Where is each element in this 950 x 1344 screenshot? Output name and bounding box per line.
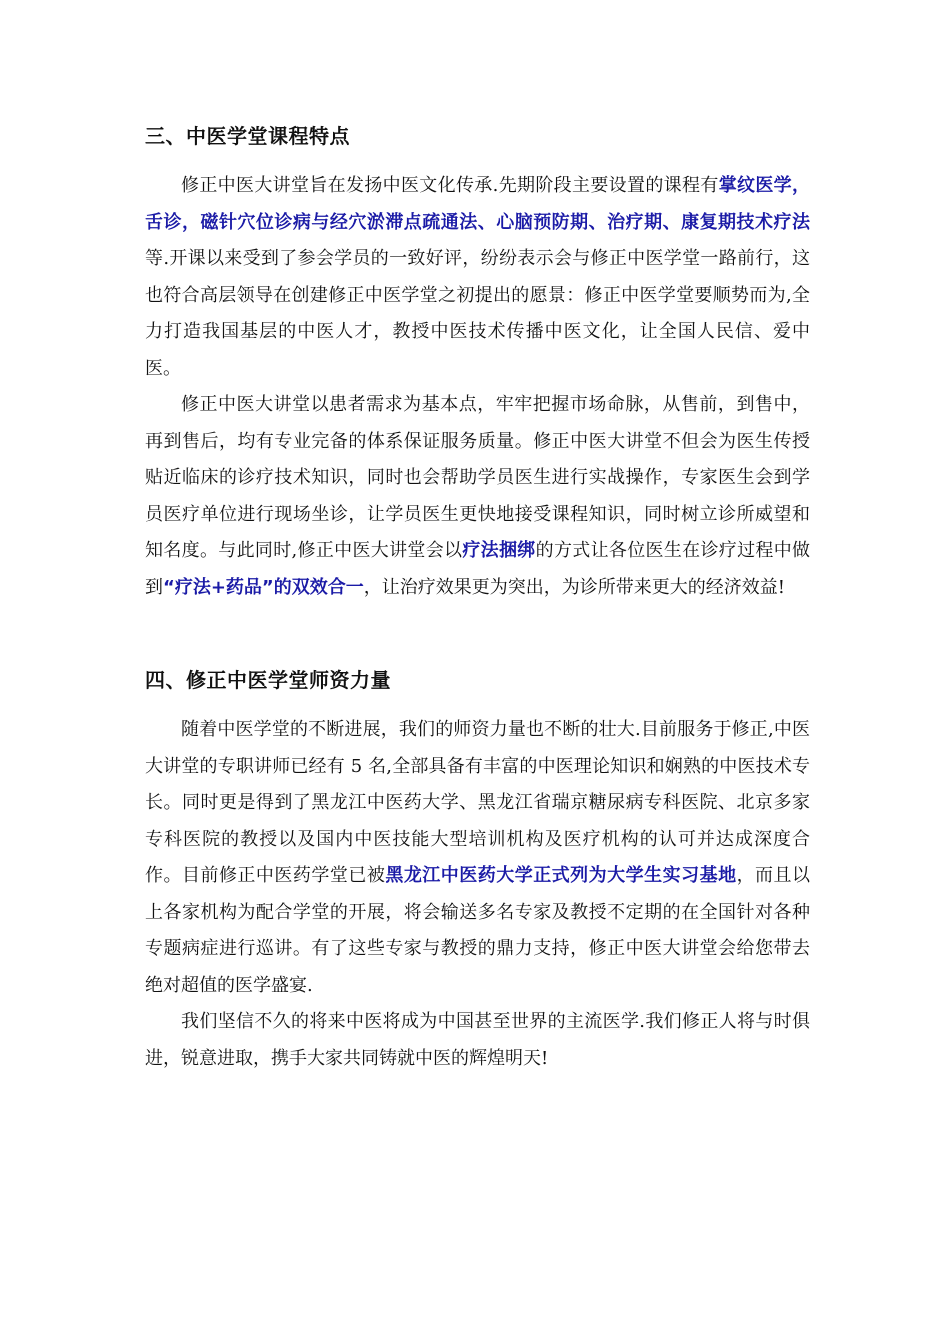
text-run: 修正中医大讲堂以患者需求为基本点，牢牢把握市场命脉，从售前，到售中，再到售后，均有专业完备的体系保证服务质量。修正中医大讲堂不但会为医生传授贴近临床的诊疗技术知识，同时也会帮助学员医生进行实战操作，专家医生会到学员医疗单位进行现场坐诊，让学员医生更快地接受课程知识，同时树立诊所威望和知名度。与此同时,修正中医大讲堂会以	[145, 394, 810, 561]
section-course-features	[145, 118, 810, 606]
document-body	[145, 118, 810, 1133]
paragraph	[145, 387, 810, 606]
section-heading: 四、修正中医学堂师资力量	[145, 668, 391, 692]
text-run: ，而且以上各家机构为配合学堂的开展，将会输送多名专家及教授不定期的在全国针对各种专题病症进行巡讲。有了这些专家与教授的鼎力支持，修正中医大讲堂会给您带去绝对超值的医学盛宴.	[145, 865, 811, 996]
section-heading: 三、中医学堂课程特点	[145, 124, 350, 148]
paragraph	[145, 1004, 810, 1077]
text-run: 我们坚信不久的将来中医将成为中国甚至世界的主流医学.我们修正人将与时俱进，锐意进取，携手大家共同铸就中医的辉煌明天!	[145, 1011, 810, 1069]
text-run: 等.开课以来受到了参会学员的一致好评，纷纷表示会与修正中医学堂一路前行，这也符合高层领导在创建修正中医学堂之初提出的愿景：修正中医学堂要顺势而为,全力打造我国基层的中医人才，教授中医技术传播中医文化，让全国人民信、爱中医。	[145, 248, 810, 379]
highlighted-text: “疗法+药品”的双效合一	[163, 576, 364, 598]
section-faculty	[145, 662, 810, 1077]
text-run: 的方式让各位医生在诊疗过程中做到	[145, 540, 811, 598]
text-run: 修正中医大讲堂旨在发扬中医文化传承.先期阶段主要设置的课程有	[181, 175, 719, 196]
highlighted-text: 疗法捆绑	[462, 540, 536, 561]
text-run: ，让治疗效果更为突出，为诊所带来更大的经济效益!	[363, 576, 785, 598]
highlighted-text: 黑龙江中医药大学正式列为大学生实习基地	[385, 865, 737, 886]
highlighted-text: 掌纹医学，舌诊，磁针穴位诊病与经穴淤滞点疏通法、心脑预防期、治疗期、康复期技术疗法	[145, 175, 811, 233]
paragraph	[145, 712, 810, 1004]
paragraph	[145, 168, 810, 387]
text-run: 随着中医学堂的不断进展，我们的师资力量也不断的壮大.目前服务于修正,中医大讲堂的专职讲师已经有 5 名,全部具备有丰富的中医理论知识和娴熟的中医技术专长。同时更是得到了黑龙江中医药大学、黑龙江省瑞京糖尿病专科医院、北京多家专科医院的教授以及国内中医技能大型培训机构及医疗机构的认可并达成深度合作。目前修正中医药学堂已被	[145, 719, 810, 886]
